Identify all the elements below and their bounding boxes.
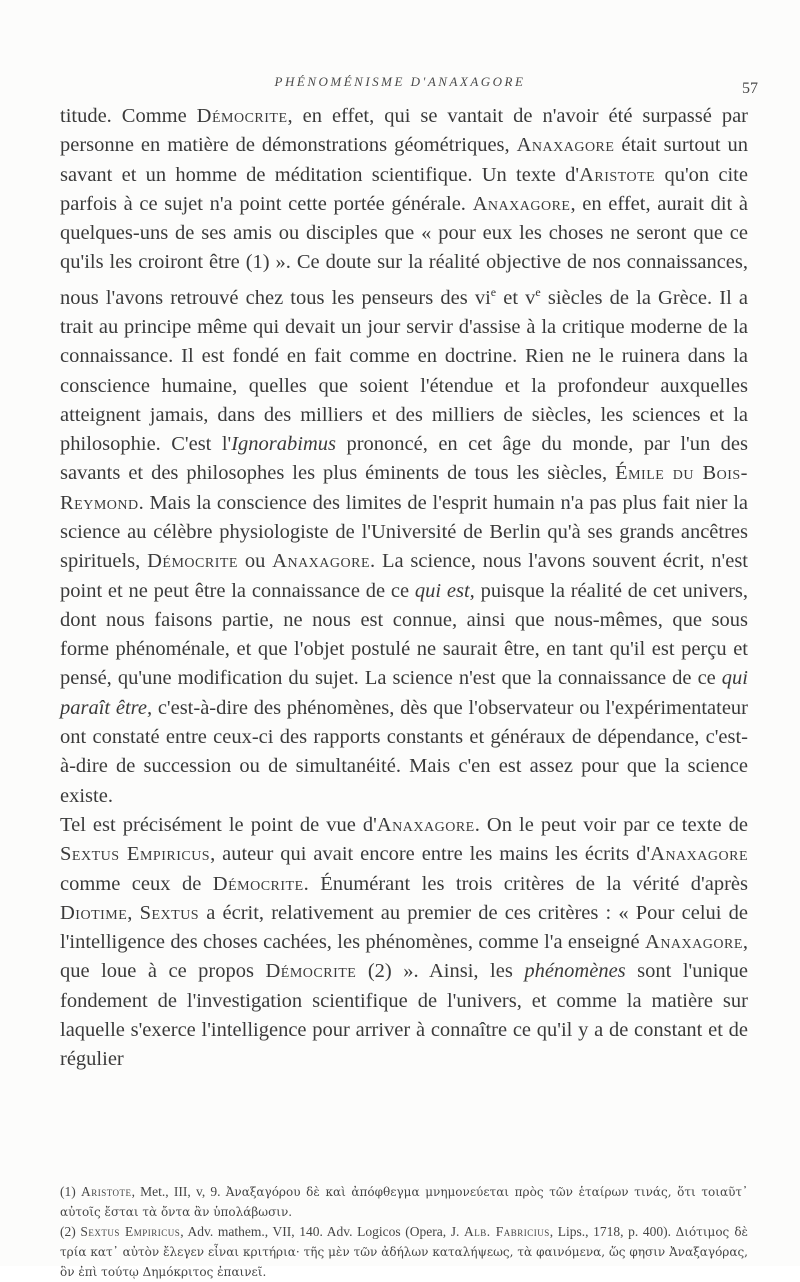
main-text xyxy=(60,102,748,1075)
footnote-1 xyxy=(60,1182,748,1222)
text-span: . Mais la conscience des limites de l'esprit humain n'a pas plus fait nier la science au célèbre physiologiste de l'Université de Berlin qu'à ses grands ancêtres spirituels, xyxy=(60,491,748,573)
author-name: Sextus Empiricus xyxy=(60,843,211,866)
author-name: Anaxagore xyxy=(376,813,475,836)
superscript: e xyxy=(490,284,497,299)
emphasis: qui est, xyxy=(414,579,475,602)
text-span: . On le peut voir par ce texte de xyxy=(474,813,748,836)
author-name: Émile du Bois-Reymond xyxy=(60,462,749,514)
text-span: , que loue à ce propos xyxy=(60,931,748,983)
emphasis: qui paraît être, xyxy=(60,667,748,719)
author-name: Sextus Empiricus xyxy=(80,1224,181,1239)
text-span: , xyxy=(127,901,140,924)
author-name: Anaxagore xyxy=(645,931,743,954)
text-span: c'est-à-dire des phénomènes, dès que l'observateur ou l'expérimentateur ont constaté entre ceux-ci des rapports constants et généraux de dépendance, c'est-à-dire de succession ou de simultanéité. Mais c'en est assez pour que la science existe. xyxy=(60,696,749,807)
text-span: ou xyxy=(237,550,273,573)
text-span: (2) ». Ainsi, les xyxy=(356,960,525,983)
footnote-number: (1) xyxy=(60,1184,81,1199)
emphasis: Ignorabimus xyxy=(231,433,337,456)
text-span: était surtout un savant et un homme de méditation scientifique. Un texte d' xyxy=(60,134,748,186)
superscript: e xyxy=(535,284,541,299)
text-span: , en effet, qui se vantait de n'avoir été surpassé par personne en matière de démonstrations géométriques, xyxy=(60,105,748,157)
paragraph-2 xyxy=(60,811,748,1075)
author-name: Anaxagore xyxy=(472,192,571,215)
text-span: . Énumérant les trois critères de la vérité d'après xyxy=(303,872,748,895)
text-span: a écrit, relativement au premier de ces critères : « Pour celui de l'intelligence des choses cachées, les phénomènes, comme l'a enseigné xyxy=(60,901,748,954)
text-span: qu'on cite parfois à ce sujet n'a point cette portée générale. xyxy=(60,163,748,215)
author-name: Anaxagore xyxy=(272,550,371,573)
text-span: Tel est précisément le point de vue d' xyxy=(60,813,377,836)
text-span: puisque la réalité de cet univers, dont nous faisons partie, ne nous est connue, ainsi que nous-mêmes, que sous forme phénoménale, et que l'objet postulé ne saurait être, en tant qu'il est perçu et pensé, qu'une modification du sujet. La science n'est que la connaissance de ce xyxy=(60,579,749,690)
text-span: titude. Comme xyxy=(60,105,197,127)
text-span: , en effet, aurait dit à quelques-uns de ses amis ou disciples que « pour eux les choses ne seront que ce qu'ils les croiront être (1) ». Ce doute sur la réalité objective de nos connaissances, nous l'avons retrouvé chez tous les penseurs des vi xyxy=(60,192,748,309)
author-name: Aristote xyxy=(80,1184,132,1199)
author-name: Démocrite xyxy=(265,960,357,983)
running-title: PHÉNOMÉNISME D'ANAXAGORE xyxy=(274,74,526,89)
footnotes xyxy=(60,1182,748,1282)
author-name: Anaxagore xyxy=(650,843,748,866)
author-name: Diotime xyxy=(60,901,128,924)
paragraph-1 xyxy=(60,102,748,811)
text-span: et v xyxy=(496,286,536,309)
author-name: Sextus xyxy=(139,901,200,924)
citation: , Lips., 1718, p. 400). xyxy=(549,1224,676,1239)
page-number: 57 xyxy=(742,80,758,97)
author-name: Alb. Fabricius xyxy=(463,1224,550,1239)
citation: , Met., III, v, 9. xyxy=(131,1184,226,1199)
text-span: comme ceux de xyxy=(60,872,213,895)
greek-quote: Διότιμος δὲ τρία κατ᾽ αὐτὸν ἔλεγεν εἶναι κριτήρια· τῆς μὲν τῶν ἀδήλων καταλήψεως, τὰ φαινόμενα, ὥς φησιν Ἀναξαγόρας, ὃν ἐπὶ τούτῳ Δημόκριτος ἐπαινεῖ. xyxy=(60,1225,748,1279)
footnote-number: (2) xyxy=(60,1224,81,1239)
author-name: Démocrite xyxy=(196,105,288,127)
text-span: . La science, nous l'avons souvent écrit, n'est point et ne peut être la connaissance de ce xyxy=(60,550,748,602)
text-span: prononcé, en cet âge du monde, par l'un des savants et des philosophes les plus éminents de tous les siècles, xyxy=(60,433,748,485)
author-name: Démocrite xyxy=(147,550,238,573)
author-name: Démocrite xyxy=(212,872,304,895)
emphasis: phénomènes xyxy=(524,960,626,983)
text-span: sont l'unique fondement de l'investigation scientifique de l'univers, et comme la matière sur laquelle s'exerce l'intelligence pour arriver à connaître ce qu'il y a de constant et de régulier xyxy=(60,960,749,1071)
citation: , Adv. mathem., VII, 140. Adv. Logicos (Opera, J. xyxy=(180,1224,464,1239)
author-name: Aristote xyxy=(579,163,656,186)
author-name: Anaxagore xyxy=(516,134,615,157)
text-span: , auteur qui avait encore entre les mains les écrits d' xyxy=(210,843,651,866)
footnote-2 xyxy=(60,1222,748,1282)
greek-quote: Ἀναξαγόρου δὲ καὶ ἀπόφθεγμα μνημονεύεται πρὸς τῶν ἑταίρων τινάς, ὅτι τοιαῦτ᾽ αὐτοῖς ἔσται τὰ ὄντα ἂν ὑπολάβωσιν. xyxy=(60,1185,749,1219)
text-span: siècles de la Grèce. Il a trait au principe même qui devait un jour servir d'assise à la critique moderne de la connaissance. Il est fondé en fait comme en doctrine. Rien ne le ruinera dans la conscience humaine, quelles que soient l'étendue et la profondeur auxquelles atteignent jamais, dans des milliers et des milliers de siècles, les sciences et la philosophie. C'est l' xyxy=(60,286,748,456)
